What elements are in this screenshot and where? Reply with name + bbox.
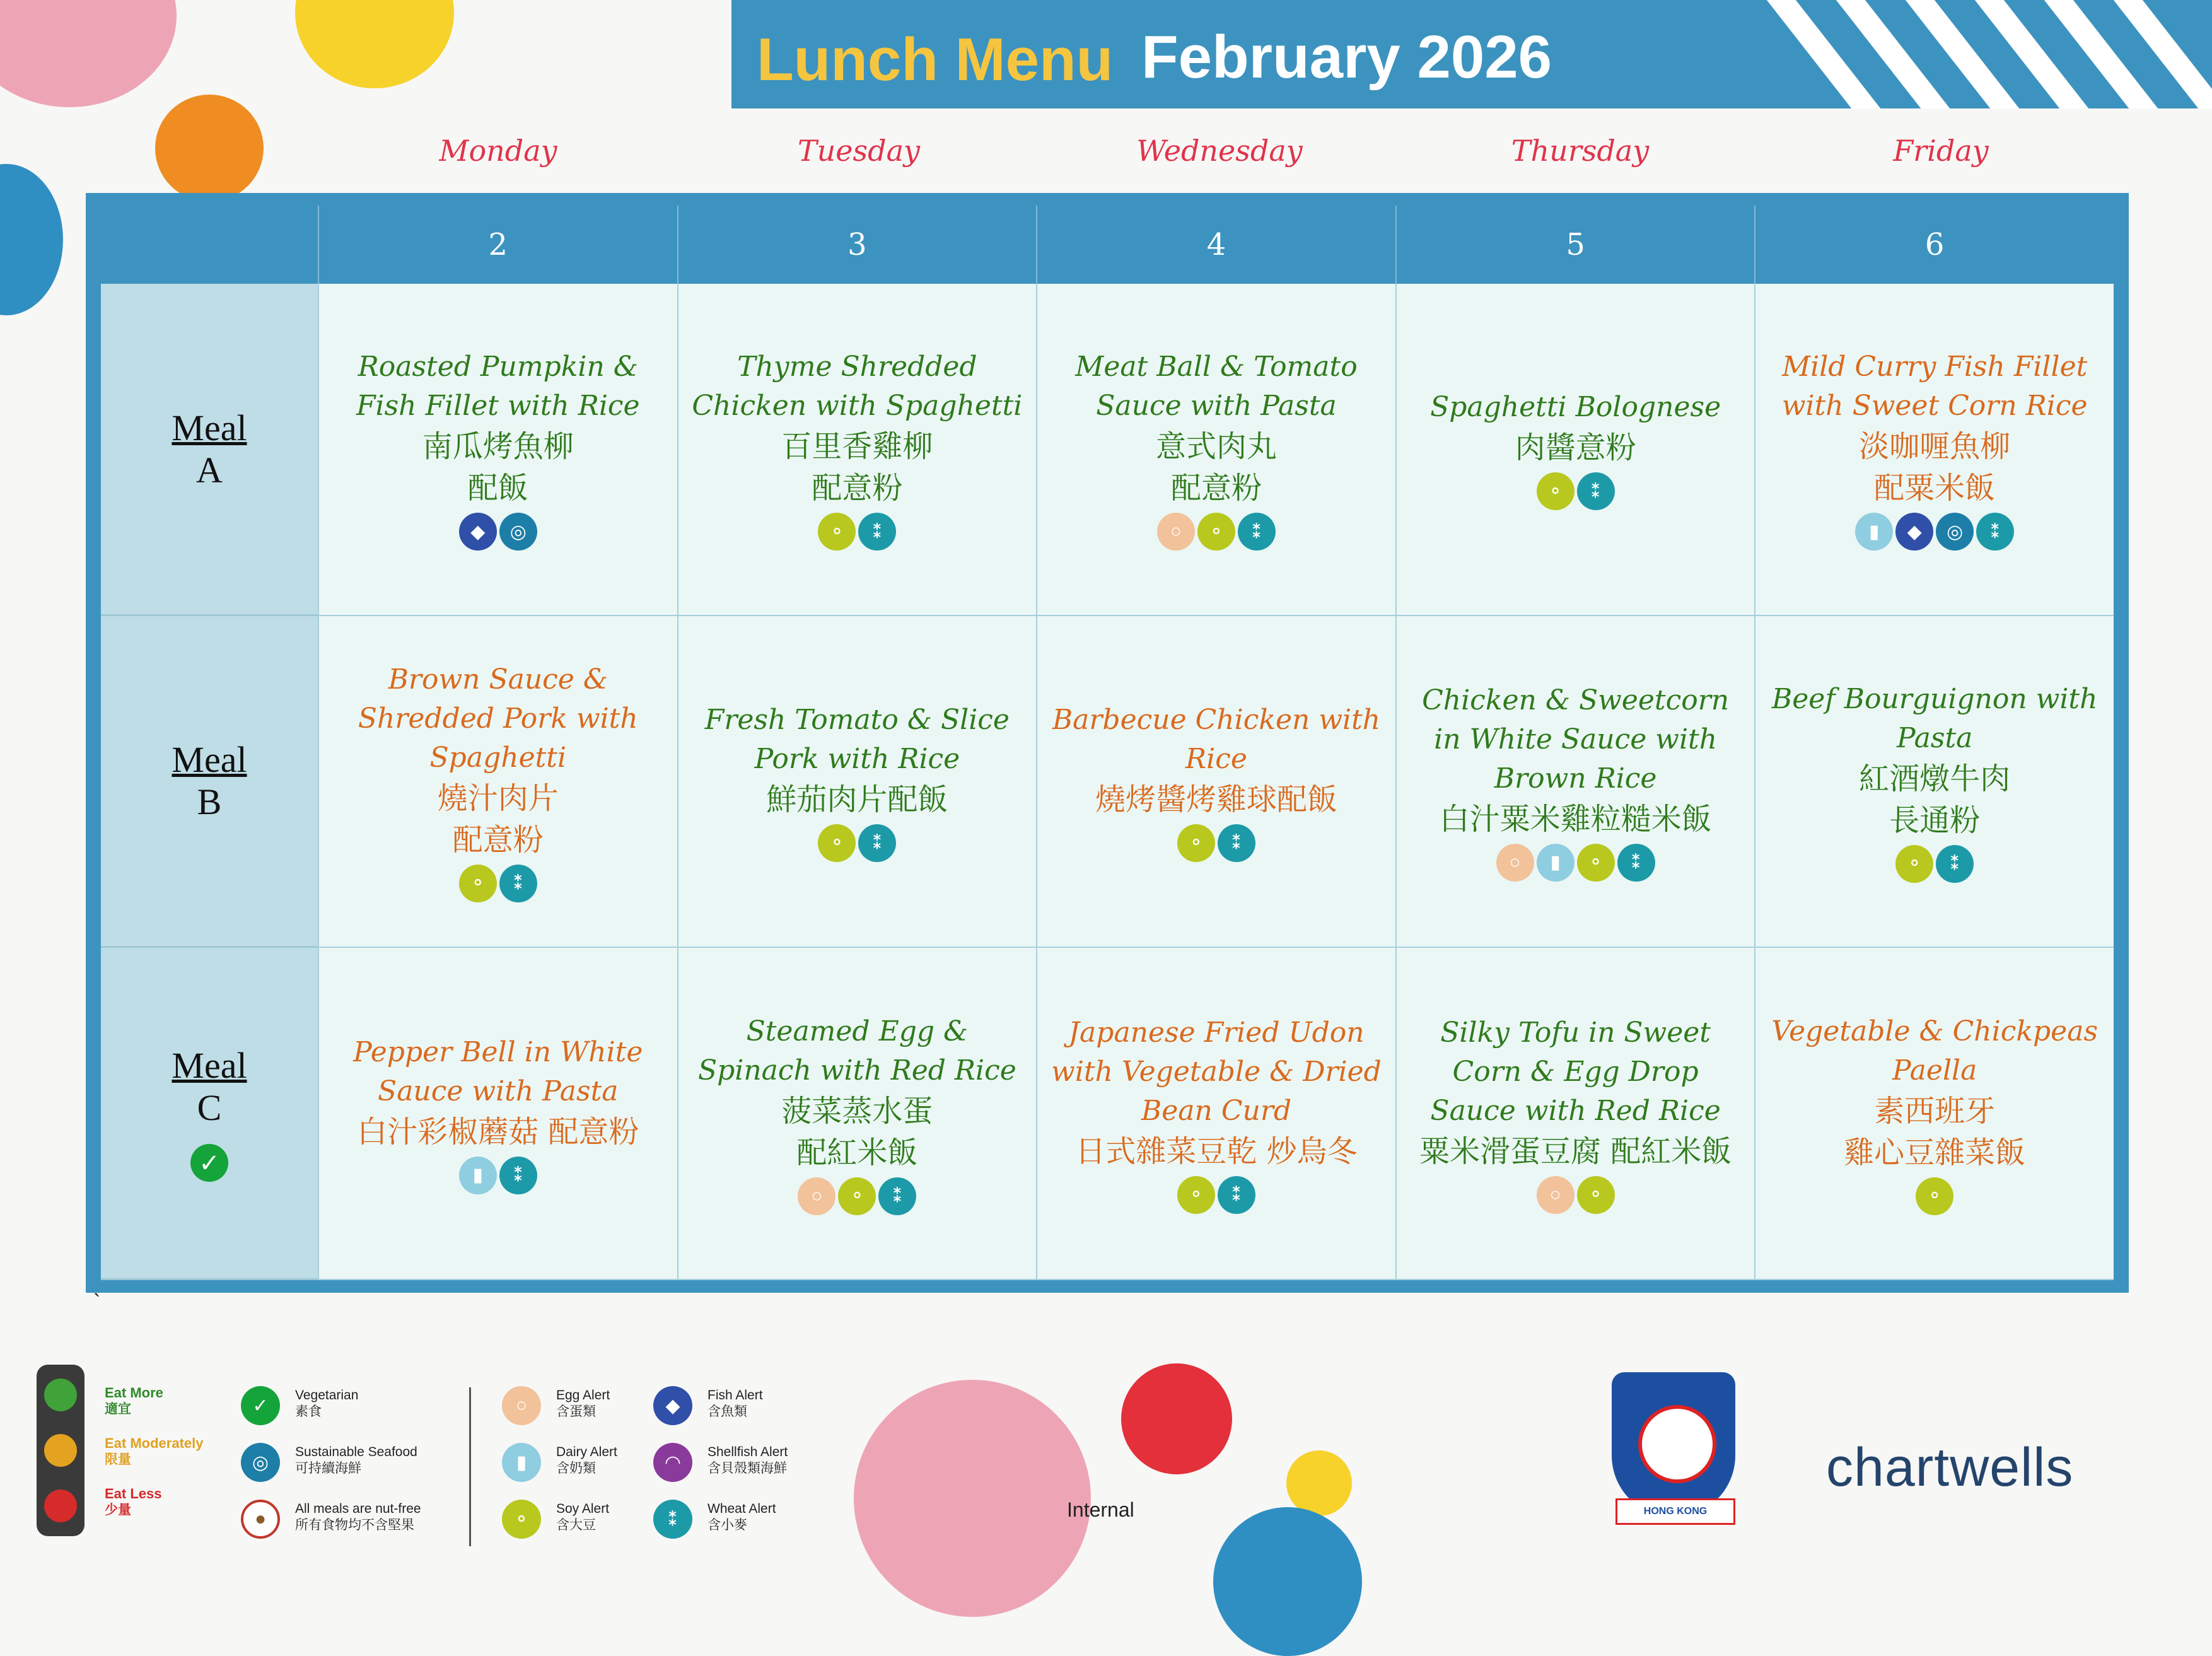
soy-alert-icon: ⚬	[818, 513, 856, 551]
date-cell: 4	[1036, 206, 1395, 284]
meal-cell	[1036, 616, 1395, 948]
meal-name-en: Brown Sauce & Shredded Pork with Spaghetti	[358, 663, 638, 774]
legend-eat-moderately: Eat Moderately 限量	[105, 1435, 204, 1467]
wheat-alert-icon: ⁑	[1617, 844, 1655, 882]
meal-name-zh: 燒汁肉片 配意粉	[437, 780, 559, 858]
soy-alert-icon: ⚬	[1537, 472, 1575, 510]
wheat-alert-icon: ⁑	[1976, 513, 2014, 551]
day-thursday: Thursday	[1511, 134, 1650, 168]
soy-alert-icon: ⚬	[818, 824, 856, 862]
meal-row-label: Meal A	[101, 284, 318, 616]
meal-name-zh: 紅酒燉牛肉 長通粉	[1859, 761, 2011, 838]
meal-name-zh: 粟米滑蛋豆腐 配紅米飯	[1419, 1133, 1732, 1169]
wheat-alert-icon: ⁑	[1218, 1176, 1255, 1214]
meal-row-label: Meal B	[101, 616, 318, 948]
legend-vegetarian: Vegetarian 素食	[295, 1388, 359, 1419]
wheat-alert-icon: ⁑	[1238, 513, 1276, 551]
decor-circle-yellow	[295, 0, 454, 88]
dairy-alert-icon: ▮	[1537, 844, 1575, 882]
grid-corner	[101, 206, 318, 284]
seafood-alert-icon: ◎	[499, 513, 537, 551]
meal-name-en: Roasted Pumpkin & Fish Fillet with Rice	[356, 351, 640, 423]
meal-name-zh: 鮮茄肉片配飯	[766, 781, 948, 817]
egg-alert-icon: ○	[1537, 1176, 1575, 1214]
soy-alert-icon: ⚬	[459, 865, 497, 902]
decor-circle-pink	[0, 0, 177, 107]
meal-name-en: Vegetable & Chickpeas Paella	[1771, 1015, 2098, 1087]
egg-alert-icon: ○	[798, 1177, 835, 1215]
legend-shellfish-alert: Shellfish Alert 含貝殼類海鮮	[707, 1445, 788, 1476]
menu-title: Lunch Menu	[757, 26, 1114, 93]
meal-cell	[1754, 948, 2114, 1280]
meal-name-zh: 日式雜菜豆乾 炒烏冬	[1075, 1133, 1358, 1169]
soy-alert-icon: ⚬	[1577, 1176, 1615, 1214]
traffic-light-icon	[37, 1365, 84, 1536]
meal-name-zh: 白汁粟米雞粒糙米飯	[1439, 801, 1712, 837]
legend-eat-more: Eat More 適宜	[105, 1385, 163, 1416]
meal-cell	[677, 948, 1037, 1280]
meal-cell	[318, 616, 677, 948]
fish-alert-icon: ◆	[459, 513, 497, 551]
decor-circle-blue	[0, 164, 63, 315]
legend-egg-alert: Egg Alert 含蛋類	[556, 1388, 610, 1419]
legend-fish-alert: Fish Alert 含魚類	[707, 1388, 763, 1419]
dairy-alert-icon: ▮	[502, 1443, 541, 1482]
chartwells-logo: chartwells	[1826, 1437, 2074, 1498]
decor-circle-yellow-bottom	[1286, 1450, 1352, 1516]
shellfish-alert-icon: ◠	[653, 1443, 692, 1482]
meal-cell	[1395, 616, 1755, 948]
fish-alert-icon: ◆	[1895, 513, 1933, 551]
day-wednesday: Wednesday	[1136, 134, 1303, 168]
stray-backtick: `	[93, 1290, 101, 1314]
soy-alert-icon: ⚬	[1577, 844, 1615, 882]
wheat-alert-icon: ⁑	[499, 1157, 537, 1194]
dairy-alert-icon: ▮	[459, 1157, 497, 1194]
seafood-alert-icon: ◎	[1936, 513, 1974, 551]
wheat-alert-icon: ⁑	[878, 1177, 916, 1215]
day-monday: Monday	[439, 134, 557, 168]
meal-name-en: Spaghetti Bolognese	[1430, 391, 1721, 424]
egg-alert-icon: ○	[502, 1386, 541, 1425]
meal-name-zh: 意式肉丸 配意粉	[1155, 429, 1277, 506]
menu-grid	[101, 206, 2114, 1280]
legend-eat-less: Eat Less 少量	[105, 1486, 162, 1517]
soy-alert-icon: ⚬	[1177, 1176, 1215, 1214]
legend-sustainable-seafood: Sustainable Seafood 可持續海鮮	[295, 1445, 417, 1476]
meal-cell	[1754, 616, 2114, 948]
meal-cell	[677, 284, 1037, 616]
soy-alert-icon: ⚬	[502, 1500, 541, 1539]
meal-name-zh: 百里香雞柳 配意粉	[781, 429, 933, 506]
decor-circle-orange	[155, 95, 264, 202]
meal-name-en: Thyme Shredded Chicken with Spaghetti	[692, 351, 1023, 423]
legend-wheat-alert: Wheat Alert 含小麥	[707, 1501, 776, 1532]
date-cell: 3	[677, 206, 1037, 284]
meal-name-zh: 淡咖喱魚柳 配粟米飯	[1859, 429, 2011, 506]
legend-soy-alert: Soy Alert 含大豆	[556, 1501, 610, 1532]
meal-name-en: Japanese Fried Udon with Vegetable & Dried Bean Curd	[1051, 1016, 1382, 1127]
meal-cell	[1395, 948, 1755, 1280]
meal-name-en: Silky Tofu in Sweet Corn & Egg Drop Sauce with Red Rice	[1430, 1016, 1721, 1127]
fish-alert-icon: ◆	[653, 1386, 692, 1425]
meal-row-label: Meal C ✓	[101, 948, 318, 1280]
meal-cell	[1395, 284, 1755, 616]
date-cell: 5	[1395, 206, 1755, 284]
dairy-alert-icon: ▮	[1855, 513, 1893, 551]
egg-alert-icon: ○	[1157, 513, 1195, 551]
meal-cell	[318, 284, 677, 616]
meal-cell	[1036, 948, 1395, 1280]
meal-cell	[1036, 284, 1395, 616]
meal-name-zh: 南瓜烤魚柳 配飯	[422, 429, 574, 506]
meal-cell	[677, 616, 1037, 948]
meal-cell	[1754, 284, 2114, 616]
menu-month: February 2026	[1141, 23, 1552, 91]
school-crest-logo: HONG KONG	[1612, 1372, 1735, 1527]
day-tuesday: Tuesday	[798, 134, 920, 168]
decor-circle-pink-bottom	[854, 1380, 1091, 1617]
date-cell: 6	[1754, 206, 2114, 284]
vegetarian-icon: ✓	[190, 1144, 228, 1182]
meal-name-zh: 白汁彩椒蘑菇 配意粉	[357, 1114, 639, 1150]
header-band	[731, 0, 2212, 108]
wheat-alert-icon: ⁑	[499, 865, 537, 902]
vegetarian-icon: ✓	[241, 1386, 280, 1425]
wheat-alert-icon: ⁑	[1936, 845, 1974, 883]
soy-alert-icon: ⚬	[1197, 513, 1235, 551]
wheat-alert-icon: ⁑	[1218, 824, 1255, 862]
meal-name-zh: 菠菜蒸水蛋 配紅米飯	[781, 1093, 933, 1170]
meal-name-en: Chicken & Sweetcorn in White Sauce with Brown Rice	[1422, 684, 1730, 795]
date-cell: 2	[318, 206, 677, 284]
day-friday: Friday	[1893, 134, 1989, 168]
internal-label: Internal	[1067, 1498, 1134, 1521]
meal-cell	[318, 948, 677, 1280]
nut-free-icon: ●	[241, 1500, 280, 1539]
soy-alert-icon: ⚬	[1177, 824, 1215, 862]
legend-dairy-alert: Dairy Alert 含奶類	[556, 1445, 617, 1476]
soy-alert-icon: ⚬	[1916, 1177, 1953, 1215]
meal-name-en: Fresh Tomato & Slice Pork with Rice	[704, 703, 1010, 775]
meal-name-zh: 肉醬意粉	[1515, 430, 1636, 466]
decor-circle-blue-bottom	[1213, 1507, 1362, 1656]
legend-divider	[469, 1387, 471, 1546]
soy-alert-icon: ⚬	[1895, 845, 1933, 883]
meal-name-en: Barbecue Chicken with Rice	[1052, 703, 1381, 775]
meal-name-zh: 燒烤醬烤雞球配飯	[1095, 781, 1337, 817]
meal-name-zh: 素西班牙 雞心豆雜菜飯	[1844, 1093, 2026, 1170]
wheat-alert-icon: ⁑	[1577, 472, 1615, 510]
meal-name-en: Beef Bourguignon with Pasta	[1771, 682, 2098, 754]
wheat-alert-icon: ⁑	[858, 824, 896, 862]
meal-name-en: Steamed Egg & Spinach with Red Rice	[697, 1015, 1016, 1087]
egg-alert-icon: ○	[1496, 844, 1534, 882]
legend-nut-free: All meals are nut-free 所有食物均不含堅果	[295, 1501, 421, 1532]
wheat-alert-icon: ⁑	[653, 1500, 692, 1539]
decor-circle-red-bottom	[1121, 1363, 1232, 1474]
meal-name-en: Meat Ball & Tomato Sauce with Pasta	[1075, 351, 1358, 423]
wheat-alert-icon: ⁑	[858, 513, 896, 551]
meal-name-en: Mild Curry Fish Fillet with Sweet Corn Rice	[1781, 351, 2088, 423]
sustainable-seafood-icon: ◎	[241, 1443, 280, 1482]
meal-name-en: Pepper Bell in White Sauce with Pasta	[353, 1035, 643, 1107]
soy-alert-icon: ⚬	[838, 1177, 876, 1215]
